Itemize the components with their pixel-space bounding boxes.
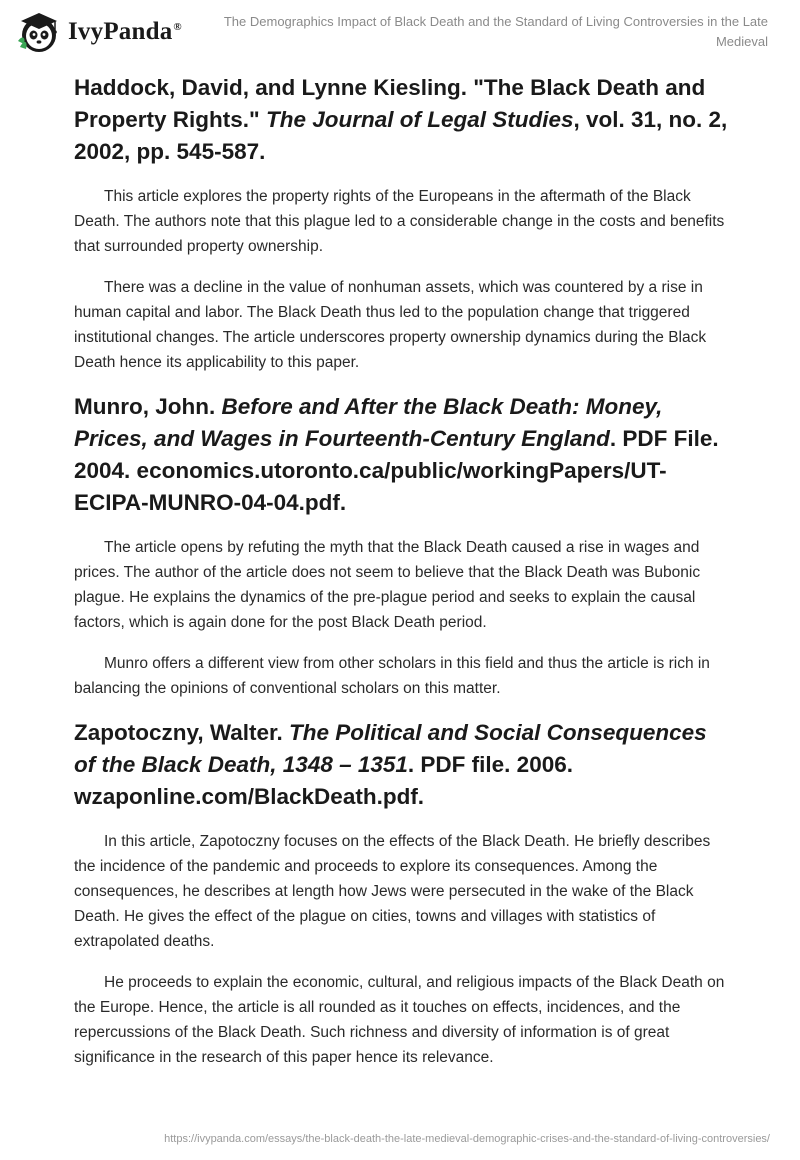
registered-mark: ®	[173, 20, 182, 33]
citation-source-title: Before and After the Black Death: Money, Prices, and Wages in Fourteenth-Century England	[74, 394, 663, 451]
reference-citation	[74, 72, 734, 168]
annotation-paragraph: He proceeds to explain the economic, cultural, and religious impacts of the Black Death on the Europe. Hence, the article is all rounded as it touches on effects, incidences, and the repercussions of the Black Death. Such richness and diversity of information is of great significance in the research of this paper hence its relevance.	[74, 974, 725, 1066]
reference-citation	[74, 717, 734, 813]
panda-logo-icon	[16, 9, 62, 55]
citation-details: . PDF File. 2004. economics.utoronto.ca/public/workingPapers/UT-ECIPA-MUNRO-04-04.pdf.	[74, 426, 719, 515]
brand-name: IvyPanda	[68, 18, 173, 45]
annotation-paragraph: Munro offers a different view from other scholars in this field and thus the article is rich in balancing the opinions of conventional scholars on this matter.	[74, 655, 710, 697]
citation-authors: Munro, John.	[74, 394, 222, 419]
ivypanda-logo[interactable]	[16, 10, 182, 54]
reference-entry	[74, 717, 734, 1070]
reference-entry	[74, 391, 734, 701]
citation-details: . PDF file. 2006. wzaponline.com/BlackDeath.pdf.	[74, 752, 573, 809]
citation-details: , vol. 31, no. 2, 2002, pp. 545-587.	[74, 107, 728, 164]
citation-source-title: The Political and Social Consequences of the Black Death, 1348 – 1351	[74, 720, 707, 777]
citation-authors: Zapotoczny, Walter.	[74, 720, 290, 745]
source-url[interactable]: https://ivypanda.com/essays/the-black-death-the-late-medieval-demographic-crises-and-the-standard-of-living-controversies/	[164, 1133, 770, 1145]
annotation-paragraph: The article opens by refuting the myth that the Black Death caused a rise in wages and prices. The author of the article does not seem to believe that the Black Death was Bubonic plague. He explains the dynamics of the pre-plague period and seeks to explain the causal factors, which is again done for the post Black Death period.	[74, 539, 701, 631]
citation-authors: Haddock, David, and Lynne Kiesling. "The Black Death and Property Rights."	[74, 75, 706, 132]
annotation-paragraph: This article explores the property rights of the Europeans in the aftermath of the Black Death. The authors note that this plague led to a considerable change in the costs and benefits that surrounded property ownership.	[74, 188, 725, 255]
page-header	[0, 0, 800, 70]
reference-entry	[74, 72, 734, 375]
document-title: The Demographics Impact of Black Death and the Standard of Living Controversies in the Late Medieval	[223, 14, 768, 49]
annotation-paragraph: There was a decline in the value of nonhuman assets, which was countered by a rise in human capital and labor. The Black Death thus led to the population change that triggered institutional changes. The article underscores property ownership dynamics during the Black Death hence its applicability to this paper.	[74, 279, 707, 371]
annotation-paragraph: In this article, Zapotoczny focuses on the effects of the Black Death. He briefly describes the incidence of the pandemic and proceeds to explore its consequences. Among the consequences, he describes at length how Jews were persecuted in the wake of the Black Death. He gives the effect of the plague on cities, towns and villages with statistics of extrapolated deaths.	[74, 833, 711, 950]
reference-list	[74, 72, 734, 1086]
citation-source-title: The Journal of Legal Studies	[265, 107, 574, 132]
reference-citation	[74, 391, 734, 519]
